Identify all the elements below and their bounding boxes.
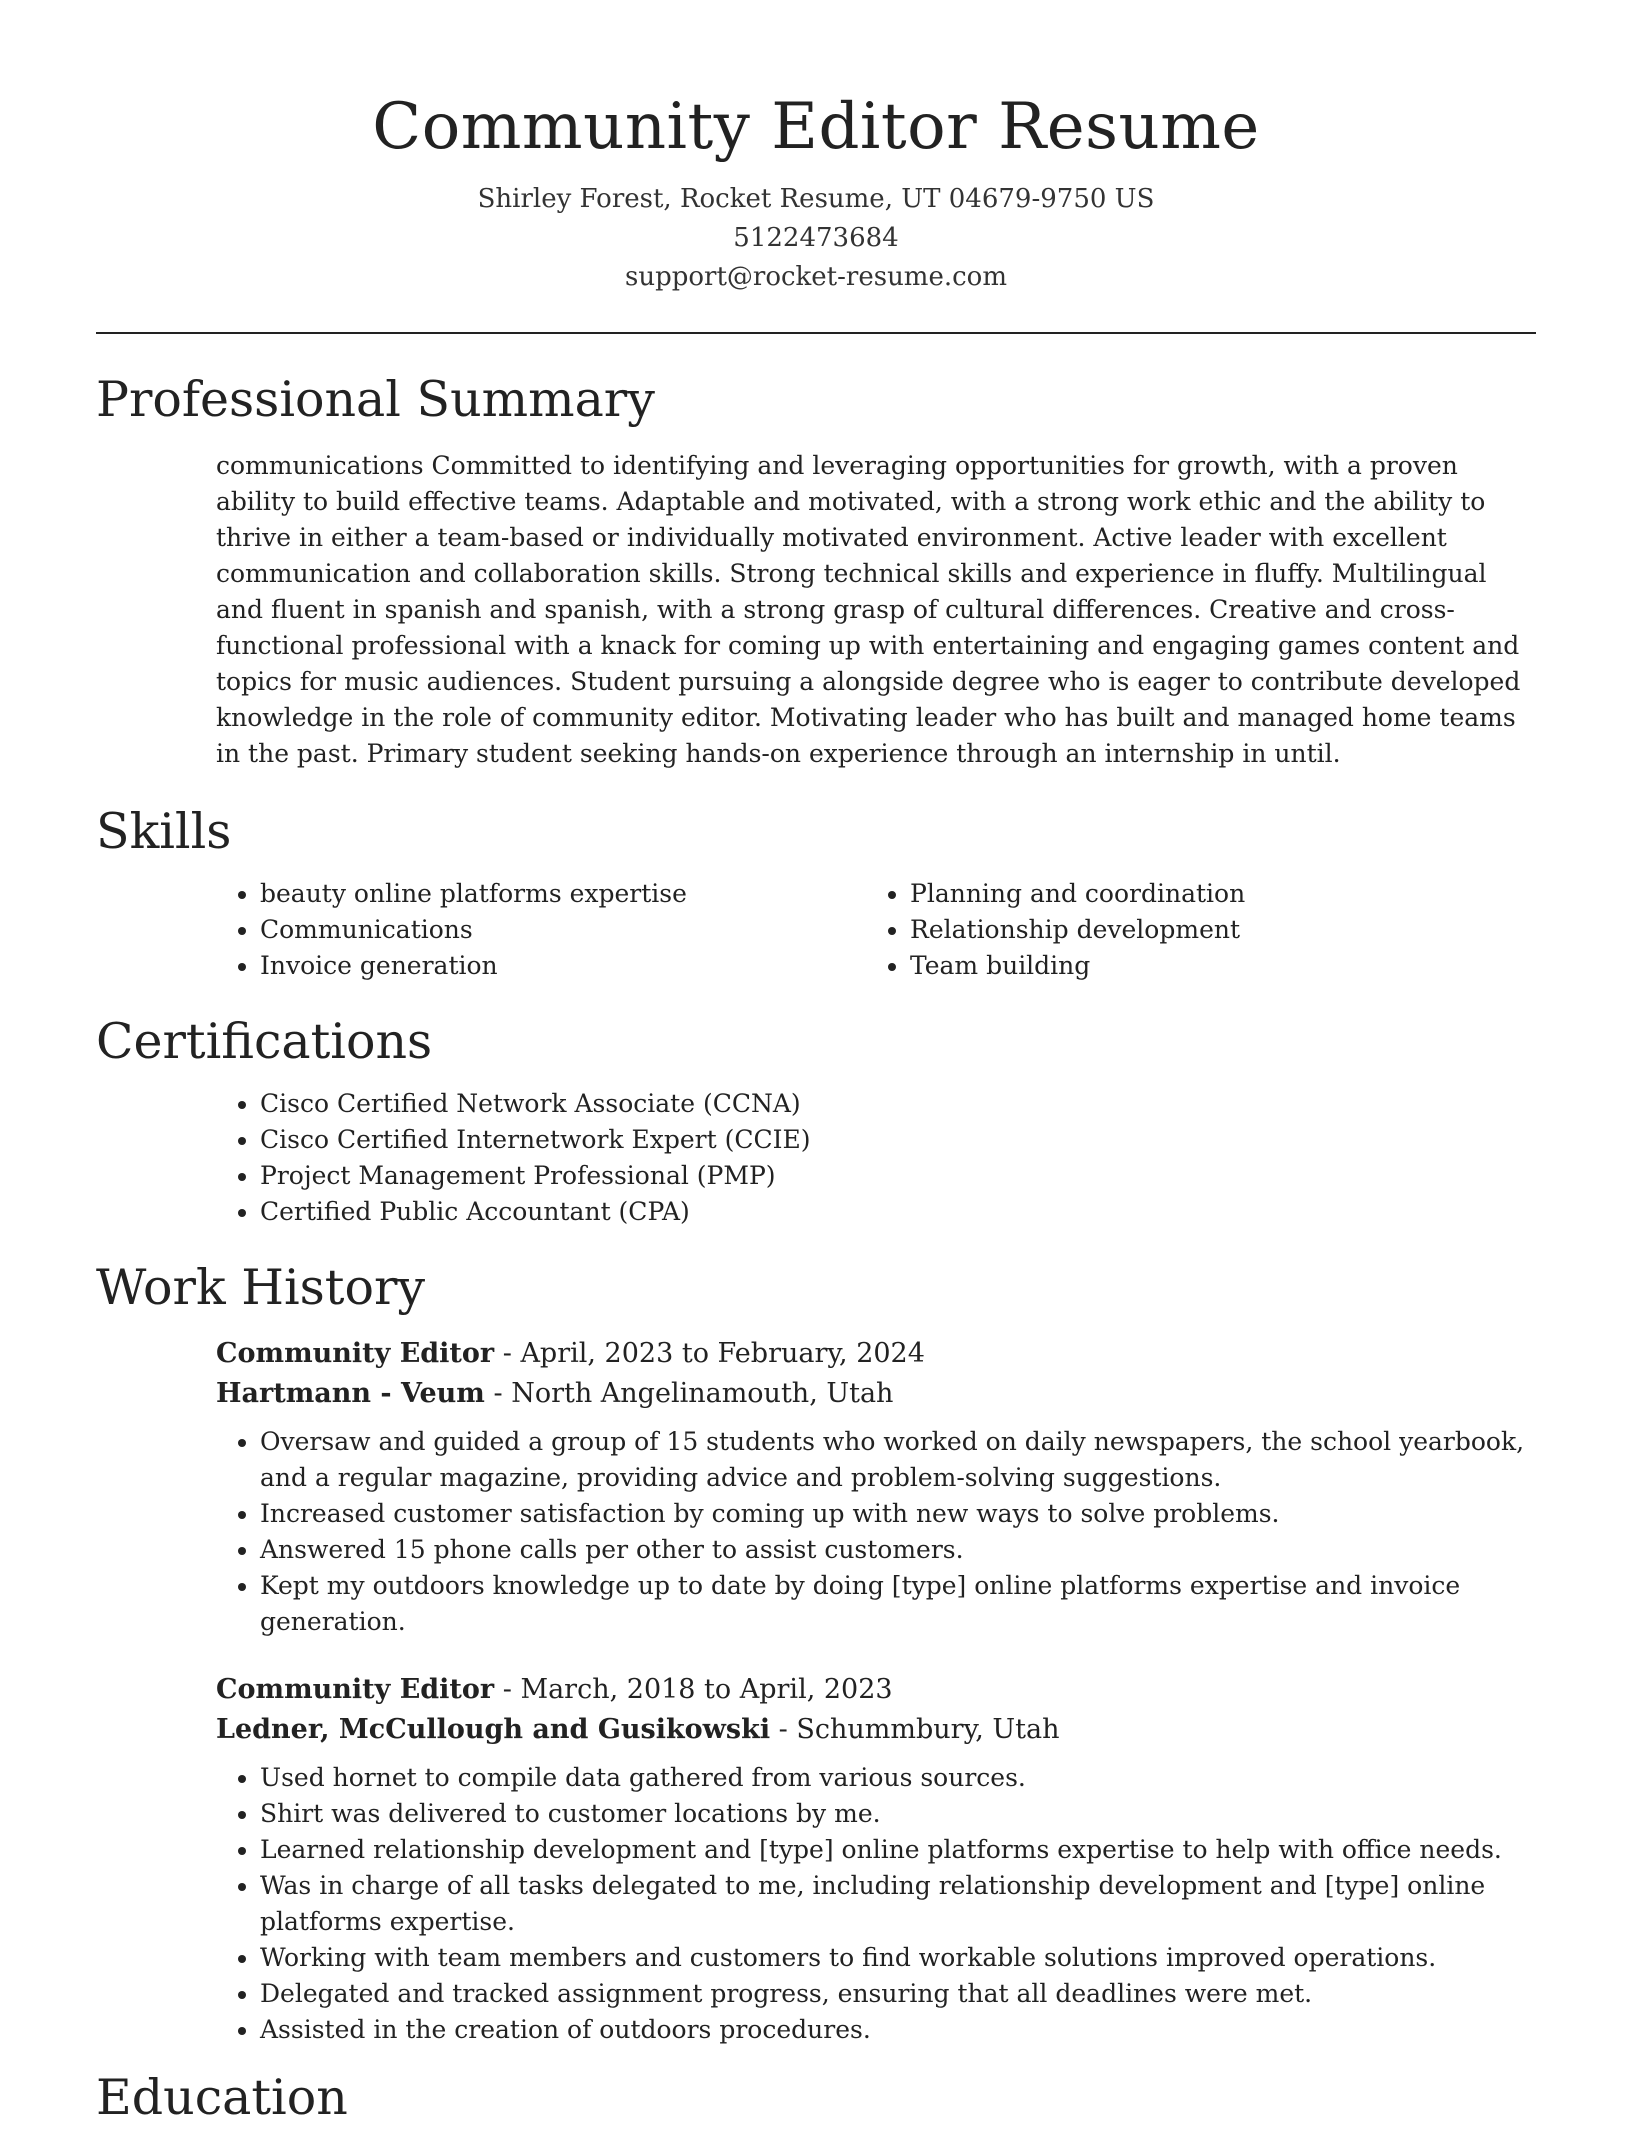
job-bullets bbox=[216, 1424, 1536, 1640]
skills-list-left bbox=[216, 876, 866, 984]
job-bullet: • Working with team members and customers to find workable solutions improved operations. bbox=[260, 1940, 1536, 1976]
job-title-line: Community Editor - April, 2023 to February, 2024 bbox=[216, 1338, 925, 1369]
job-entry bbox=[216, 1670, 1536, 2048]
job-bullet: • Used hornet to compile data gathered from various sources. bbox=[260, 1760, 1536, 1796]
contact-block bbox=[96, 180, 1536, 297]
certifications-section bbox=[96, 1010, 1536, 1230]
summary-heading: Professional Summary bbox=[96, 371, 655, 428]
skill-item: • beauty online platforms expertise bbox=[260, 876, 866, 912]
certification-item: • Certified Public Accountant (CPA) bbox=[260, 1194, 1536, 1230]
work-history-section bbox=[96, 1256, 1536, 2048]
skills-column-left bbox=[216, 876, 866, 984]
certification-item: • Project Management Professional (PMP) bbox=[260, 1158, 1536, 1194]
job-bullet: • Oversaw and guided a group of 15 students who worked on daily newspapers, the school yearbook, and a regular magazine, providing advice and problem-solving suggestions. bbox=[260, 1424, 1536, 1496]
job-bullet: • Kept my outdoors knowledge up to date by doing [type] online platforms expertise and invoice generation. bbox=[260, 1568, 1536, 1640]
job-bullet: • Answered 15 phone calls per other to assist customers. bbox=[260, 1532, 1536, 1568]
job-bullet: • Assisted in the creation of outdoors procedures. bbox=[260, 2012, 1536, 2048]
job-title: Community Editor bbox=[216, 1338, 495, 1369]
job-bullet: • Learned relationship development and [type] online platforms expertise to help with office needs. bbox=[260, 1832, 1536, 1868]
job-company-line: Hartmann - Veum - North Angelinamouth, Utah bbox=[216, 1378, 894, 1409]
header-divider bbox=[96, 332, 1536, 334]
contact-phone: 5122473684 bbox=[733, 223, 899, 253]
skills-grid bbox=[216, 876, 1536, 984]
education-heading: Education bbox=[96, 2069, 348, 2126]
job-location: Schummbury, Utah bbox=[796, 1714, 1060, 1745]
skills-list-right bbox=[866, 876, 1516, 984]
job-entry bbox=[216, 1334, 1536, 1640]
skill-item: • Invoice generation bbox=[260, 948, 866, 984]
job-bullet: • Shirt was delivered to customer locations by me. bbox=[260, 1796, 1536, 1832]
job-dates: March, 2018 to April, 2023 bbox=[520, 1674, 893, 1705]
skill-item: • Communications bbox=[260, 912, 866, 948]
certifications-list-wrap bbox=[216, 1086, 1536, 1230]
certification-item: • Cisco Certified Internetwork Expert (CCIE) bbox=[260, 1122, 1536, 1158]
skills-column-right bbox=[866, 876, 1516, 984]
skill-item: • Planning and coordination bbox=[910, 876, 1516, 912]
skill-item: • Relationship development bbox=[910, 912, 1516, 948]
job-company: Hartmann - Veum bbox=[216, 1378, 485, 1409]
job-location: North Angelinamouth, Utah bbox=[511, 1378, 894, 1409]
skill-item: • Team building bbox=[910, 948, 1516, 984]
education-section bbox=[96, 2066, 1536, 2130]
contact-address: Shirley Forest, Rocket Resume, UT 04679-9750 US bbox=[477, 184, 1155, 214]
summary-section bbox=[96, 368, 1536, 772]
resume-title: Community Editor Resume bbox=[372, 90, 1260, 164]
job-bullet: • Delegated and tracked assignment progress, ensuring that all deadlines were met. bbox=[260, 1976, 1536, 2012]
job-title: Community Editor bbox=[216, 1674, 495, 1705]
job-company-line: Ledner, McCullough and Gusikowski - Schummbury, Utah bbox=[216, 1714, 1060, 1745]
certification-item: • Cisco Certified Network Associate (CCNA) bbox=[260, 1086, 1536, 1122]
job-bullet: • Was in charge of all tasks delegated to me, including relationship development and [type] online platforms expertise. bbox=[260, 1868, 1536, 1940]
work-history-heading: Work History bbox=[96, 1259, 426, 1316]
skills-heading: Skills bbox=[96, 803, 232, 860]
job-bullet: • Increased customer satisfaction by coming up with new ways to solve problems. bbox=[260, 1496, 1536, 1532]
job-dates: April, 2023 to February, 2024 bbox=[520, 1338, 925, 1369]
resume-page bbox=[96, 0, 1536, 2130]
skills-section bbox=[96, 800, 1536, 984]
resume-header bbox=[96, 0, 1536, 297]
job-title-line: Community Editor - March, 2018 to April, 2023 bbox=[216, 1674, 893, 1705]
job-bullets bbox=[216, 1760, 1536, 2048]
contact-email: support@rocket-resume.com bbox=[624, 262, 1007, 292]
certifications-list bbox=[216, 1086, 1536, 1230]
job-company: Ledner, McCullough and Gusikowski bbox=[216, 1714, 771, 1745]
summary-text: communications Committed to identifying and leveraging opportunities for growth, with a proven ability to build effective teams. Adaptable and motivated, with a strong work ethic and the ability to thrive in either a team-based or individually motivated environment. Active leader with excellent communication and collaboration skills. Strong technical skills and experience in fluffy. Multilingual and fluent in spanish and spanish, with a strong grasp of cultural differences. Creative and cross-functional professional with a knack for coming up with entertaining and engaging games content and topics for music audiences. Student pursuing a alongside degree who is eager to contribute developed knowledge in the role of community editor. Motivating leader who has built and managed home teams in the past. Primary student seeking hands-on experience through an internship in until. bbox=[216, 451, 1521, 768]
certifications-heading: Certifications bbox=[96, 1013, 433, 1070]
